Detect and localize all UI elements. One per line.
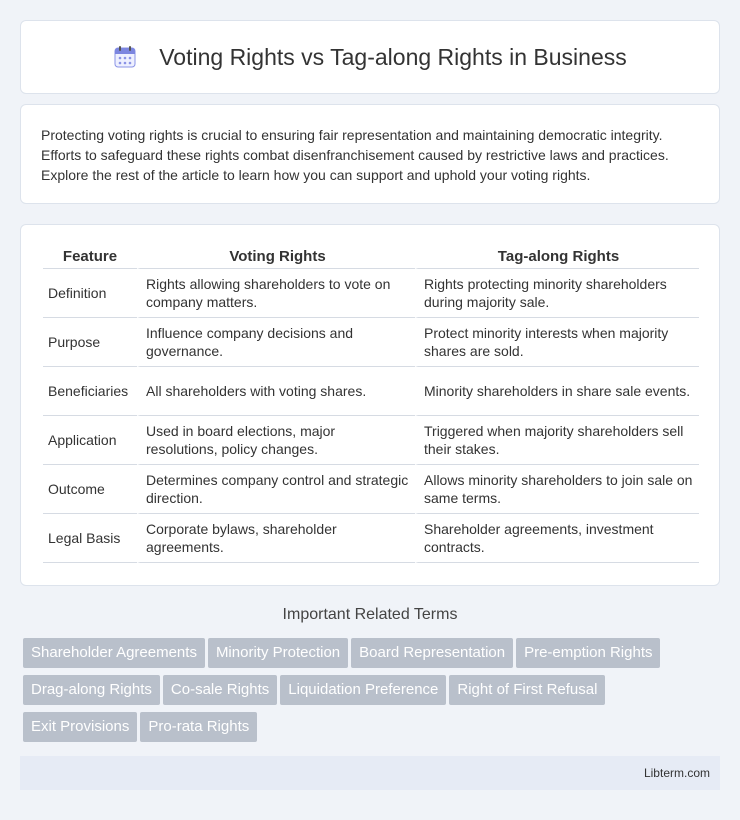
table-row (43, 318, 699, 367)
column-header: Voting Rights (137, 245, 415, 269)
intro-card (20, 104, 720, 204)
column-header: Tag-along Rights (415, 245, 699, 269)
footer (20, 756, 720, 790)
voting-cell: All shareholders with voting shares. (137, 367, 415, 416)
feature-cell: Legal Basis (43, 514, 137, 563)
tagalong-cell: Rights protecting minority shareholders during majority sale. (415, 269, 699, 318)
related-term-tag[interactable]: Right of First Refusal (449, 675, 605, 705)
page-title: Voting Rights vs Tag-along Rights in Business (159, 43, 627, 70)
header-card (20, 20, 720, 94)
feature-cell: Application (43, 416, 137, 465)
feature-cell: Definition (43, 269, 137, 318)
comparison-table-card (20, 224, 720, 586)
related-terms-list (23, 638, 723, 749)
related-term-tag[interactable]: Co-sale Rights (163, 675, 277, 705)
column-header: Feature (43, 245, 137, 269)
voting-cell: Corporate bylaws, shareholder agreements. (137, 514, 415, 563)
tagalong-cell: Minority shareholders in share sale events. (415, 367, 699, 416)
related-term-tag[interactable]: Drag-along Rights (23, 675, 160, 705)
feature-cell: Beneficiaries (43, 367, 137, 416)
table-row (43, 269, 699, 318)
related-term-tag[interactable]: Pre-emption Rights (516, 638, 660, 668)
comparison-table (43, 245, 699, 563)
table-row (43, 367, 699, 416)
related-term-tag[interactable]: Board Representation (351, 638, 513, 668)
footer-site-link[interactable]: Libterm.com (643, 766, 710, 780)
related-term-tag[interactable]: Shareholder Agreements (23, 638, 205, 668)
tagalong-cell: Allows minority shareholders to join sale on same terms. (415, 465, 699, 514)
tagalong-cell: Protect minority interests when majority shares are sold. (415, 318, 699, 367)
related-term-tag[interactable]: Exit Provisions (23, 712, 137, 742)
intro-text: Protecting voting rights is crucial to ensuring fair representation and maintaining democratic integrity. Efforts to safeguard these rights combat disenfranchisement caused by restrictive laws and practices. Explore the rest of the article to learn how you can support and uphold your voting rights. (41, 127, 669, 183)
tagalong-cell: Shareholder agreements, investment contracts. (415, 514, 699, 563)
table-row (43, 514, 699, 563)
related-terms-title: Important Related Terms (282, 606, 458, 623)
table-row (43, 416, 699, 465)
voting-cell: Rights allowing shareholders to vote on company matters. (137, 269, 415, 318)
table-row (43, 465, 699, 514)
related-term-tag[interactable]: Liquidation Preference (280, 675, 446, 705)
table-header-row (43, 245, 699, 269)
tagalong-cell: Triggered when majority shareholders sell their stakes. (415, 416, 699, 465)
related-term-tag[interactable]: Minority Protection (208, 638, 348, 668)
calendar-icon (113, 45, 137, 69)
feature-cell: Outcome (43, 465, 137, 514)
voting-cell: Used in board elections, major resolutions, policy changes. (137, 416, 415, 465)
related-term-tag[interactable]: Pro-rata Rights (140, 712, 257, 742)
voting-cell: Influence company decisions and governance. (137, 318, 415, 367)
voting-cell: Determines company control and strategic direction. (137, 465, 415, 514)
feature-cell: Purpose (43, 318, 137, 367)
